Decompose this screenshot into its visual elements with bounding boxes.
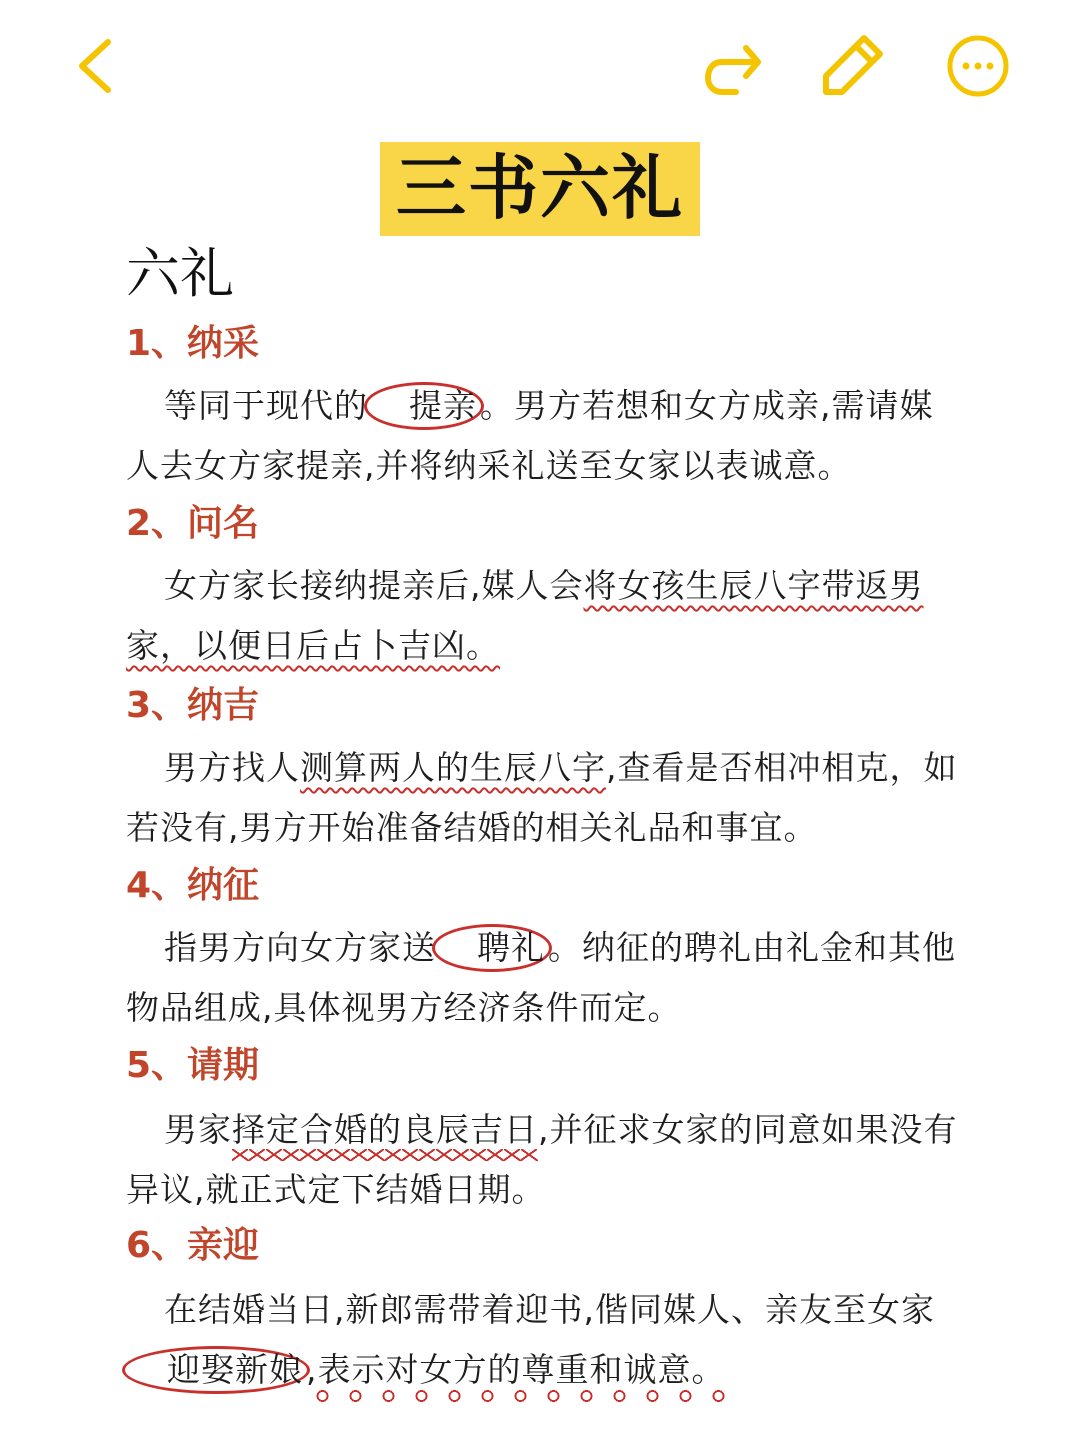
top-toolbar xyxy=(0,0,1080,130)
content xyxy=(126,238,966,310)
chevron-left-icon[interactable] xyxy=(70,36,120,96)
circled-term: 迎娶新娘 xyxy=(122,1346,310,1394)
text: 在结婚当日,新郎需带着迎书,偕同媒人、亲友至女家 xyxy=(164,1290,935,1329)
dot-marked-text: ,表示对女方的尊重和诚意。 xyxy=(306,1350,726,1403)
item-paragraph-1 xyxy=(126,376,966,496)
text: 。男方若想和女方成亲,需请媒人去女方家提亲,并将纳采礼送至女家以表诚意。 xyxy=(126,386,934,485)
text: 等同于现代的 xyxy=(164,386,368,425)
item-paragraph-4 xyxy=(126,918,966,1038)
item-paragraph-6 xyxy=(126,1280,966,1400)
item-heading-3: 3、纳吉 xyxy=(126,685,260,726)
text: 指男方向女方家送 xyxy=(164,928,436,967)
text: 男方找人 xyxy=(164,748,300,787)
triangle-marked-text: 择定合婚的良辰吉日 xyxy=(232,1110,538,1161)
section-heading: 六礼 xyxy=(126,242,234,305)
text: 女方家长接纳提亲后,媒人会 xyxy=(164,566,584,605)
redo-share-icon[interactable] xyxy=(700,36,764,100)
item-paragraph-3 xyxy=(126,738,966,858)
circled-term: 提亲 xyxy=(364,382,484,430)
pencil-icon[interactable] xyxy=(820,32,886,98)
text: ,查看是否相冲相克，如若没有,男方开始准备结婚的相关礼品和事宜。 xyxy=(126,748,958,847)
title-area xyxy=(0,142,1080,236)
wavy-underline-text: 测算两人的生辰八字 xyxy=(300,748,606,787)
more-dots-icon[interactable] xyxy=(946,34,1010,98)
item-heading-6: 6、亲迎 xyxy=(126,1225,260,1266)
text: 。纳征的聘礼由礼金和其他物品组成,具体视男方经济条件而定。 xyxy=(126,928,956,1027)
page-title: 三书六礼 xyxy=(380,142,700,236)
text: 男家 xyxy=(164,1110,232,1149)
item-heading-4: 4、纳征 xyxy=(126,865,260,906)
item-paragraph-5 xyxy=(126,1100,966,1220)
item-heading-5: 5、请期 xyxy=(126,1045,260,1086)
item-heading-2: 2、问名 xyxy=(126,503,260,544)
wavy-underline-text: 将女孩生辰八字带返男家，以便日后占卜吉凶。 xyxy=(126,566,924,665)
item-paragraph-2 xyxy=(126,556,986,676)
text: ,并征求女家的同意如果没有异议,就正式定下结婚日期。 xyxy=(126,1110,958,1209)
item-heading-1: 1、纳采 xyxy=(126,323,260,364)
circled-term: 聘礼 xyxy=(432,924,552,972)
